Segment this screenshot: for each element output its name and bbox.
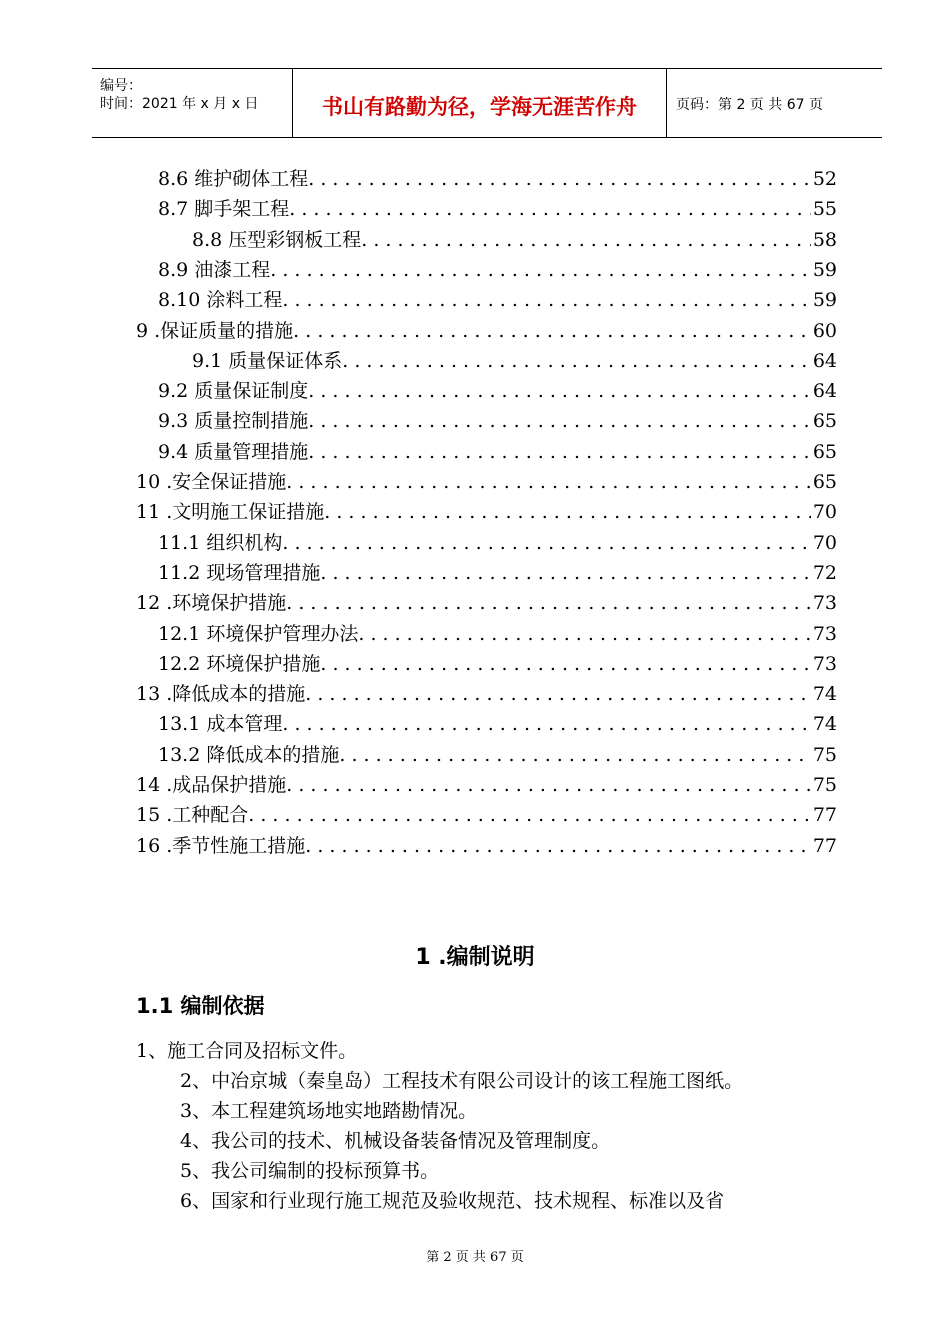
toc-leader-dots [282,713,810,735]
toc-entry-page: 74 [812,713,837,736]
toc-leader-dots [342,350,811,372]
toc-entry[interactable] [136,679,837,709]
toc-leader-dots [293,320,811,342]
header-page-cell [666,69,882,137]
toc-leader-dots [286,592,811,614]
toc-leader-dots [308,380,811,402]
page-header [92,68,882,138]
toc-entry[interactable] [136,800,837,830]
toc-entry-page: 64 [812,349,837,372]
toc-leader-dots [358,623,810,645]
toc-entry[interactable] [136,497,837,527]
paragraph: 3、本工程建筑场地实地踏勘情况。 [180,1100,478,1122]
toc-entry[interactable] [158,619,837,649]
toc-entry-label: 9 .保证质量的措施 [136,319,294,342]
toc-entry-label: 8.7 脚手架工程 [158,198,290,221]
toc-entry-label: 14 .成品保护措施 [136,774,287,796]
toc-entry[interactable] [158,709,837,739]
toc-leader-dots [308,168,811,190]
toc-entry[interactable] [158,528,837,558]
toc-entry-label: 8.8 压型彩钢板工程 [192,228,362,251]
section-title: 1 .编制说明 [415,945,535,970]
toc-entry-page: 77 [812,834,837,857]
subsection-title: 1.1 编制依据 [136,994,265,1018]
toc-entry[interactable] [158,376,837,406]
toc-entry[interactable] [136,316,837,346]
header-motto-cell [292,69,667,137]
paragraph: 5、我公司编制的投标预算书。 [180,1160,440,1182]
toc-leader-dots [320,562,810,584]
toc-entry[interactable] [158,437,837,467]
toc-entry[interactable] [158,558,837,588]
toc-entry[interactable] [192,225,837,255]
toc-entry-label: 15 .工种配合 [136,804,249,827]
paragraph: 2、中冶京城（秦皇岛）工程技术有限公司设计的该工程施工图纸。 [180,1070,744,1092]
header-date-label: 时间：2021 年 x 月 x 日 [100,96,259,112]
toc-entry-label: 10 .安全保证措施 [136,471,287,493]
toc-entry-page: 59 [812,289,837,312]
toc-entry-label: 13.1 成本管理 [158,713,283,736]
toc-entry-page: 64 [812,380,837,403]
paragraph: 4、我公司的技术、机械设备装备情况及管理制度。 [180,1130,611,1152]
toc-leader-dots [282,532,810,554]
toc-leader-dots [320,653,810,675]
toc-entry-page: 72 [812,561,837,584]
toc-leader-dots [305,683,811,705]
toc-entry-page: 70 [812,531,837,554]
toc-entry-label: 11 .文明施工保证措施 [136,501,325,524]
toc-entry[interactable] [158,255,837,285]
header-id-label: 编号： [100,78,142,94]
toc-entry-label: 12.1 环境保护管理办法 [158,622,359,645]
toc-entry-page: 59 [812,258,837,281]
toc-entry-page: 73 [812,622,837,645]
paragraph: 1、施工合同及招标文件。 [136,1040,358,1062]
toc-entry-label: 11.1 组织机构 [158,531,283,554]
toc-entry-page: 65 [812,410,837,433]
toc-entry[interactable] [158,649,837,679]
toc-leader-dots [282,289,810,311]
toc-entry-label: 8.6 维护砌体工程 [158,168,309,190]
toc-leader-dots [289,198,811,220]
toc-entry[interactable] [158,285,837,315]
toc-entry[interactable] [158,406,837,436]
toc-leader-dots [286,774,811,796]
toc-entry-label: 9.4 质量管理措施 [158,440,309,463]
toc-entry-page: 55 [812,198,837,221]
page-footer: 第 2 页 共 67 页 [426,1250,524,1265]
toc-entry-page: 65 [812,471,837,493]
toc-leader-dots [308,441,811,463]
toc-entry-label: 9.3 质量控制措施 [158,410,309,433]
toc-leader-dots [305,835,811,857]
toc-leader-dots [361,229,811,251]
toc-entry-label: 8.9 油漆工程 [158,258,271,281]
toc-entry-label: 13 .降低成本的措施 [136,683,306,706]
toc-entry[interactable] [136,588,837,618]
toc-entry-page: 77 [812,804,837,827]
toc-entry[interactable] [136,831,837,861]
toc-leader-dots [308,410,811,432]
toc-entry-label: 16 .季节性施工措施 [136,834,306,857]
toc-entry-label: 11.2 现场管理措施 [158,561,321,584]
toc-entry-label: 9.1 质量保证体系 [192,349,343,372]
toc-entry-page: 52 [812,168,837,190]
toc-entry-page: 60 [812,319,837,342]
toc-entry-label: 9.2 质量保证制度 [158,380,309,403]
toc-entry-label: 12 .环境保护措施 [136,592,287,615]
header-motto: 书山有路勤为径，学海无涯苦作舟 [322,95,637,119]
paragraph: 6、国家和行业现行施工规范及验收规范、技术规程、标准以及省 [180,1190,725,1212]
toc-entry-page: 73 [812,652,837,675]
toc-entry[interactable] [158,194,837,224]
toc-leader-dots [248,804,811,826]
toc-entry-page: 75 [812,743,837,766]
toc-entry-label: 13.2 降低成本的措施 [158,743,340,766]
toc-entry-page: 75 [812,774,837,796]
toc-entry-page: 73 [812,592,837,615]
toc-entry-label: 8.10 涂料工程 [158,289,283,312]
header-page-label: 页码：第 2 页 共 67 页 [676,97,823,113]
toc-leader-dots [324,501,811,523]
toc-entry[interactable] [158,164,837,194]
toc-entry[interactable] [136,770,837,800]
toc-entry[interactable] [192,346,837,376]
toc-entry-page: 70 [812,501,837,524]
toc-entry-page: 65 [812,440,837,463]
toc-entry-page: 74 [812,683,837,706]
toc-entry-page: 58 [812,228,837,251]
toc-entry-label: 12.2 环境保护措施 [158,652,321,675]
toc-leader-dots [270,259,811,281]
toc-leader-dots [286,471,811,493]
header-meta-cell [92,69,292,137]
toc-entry[interactable] [158,740,837,770]
toc-leader-dots [339,744,810,766]
toc-entry[interactable] [136,467,837,497]
